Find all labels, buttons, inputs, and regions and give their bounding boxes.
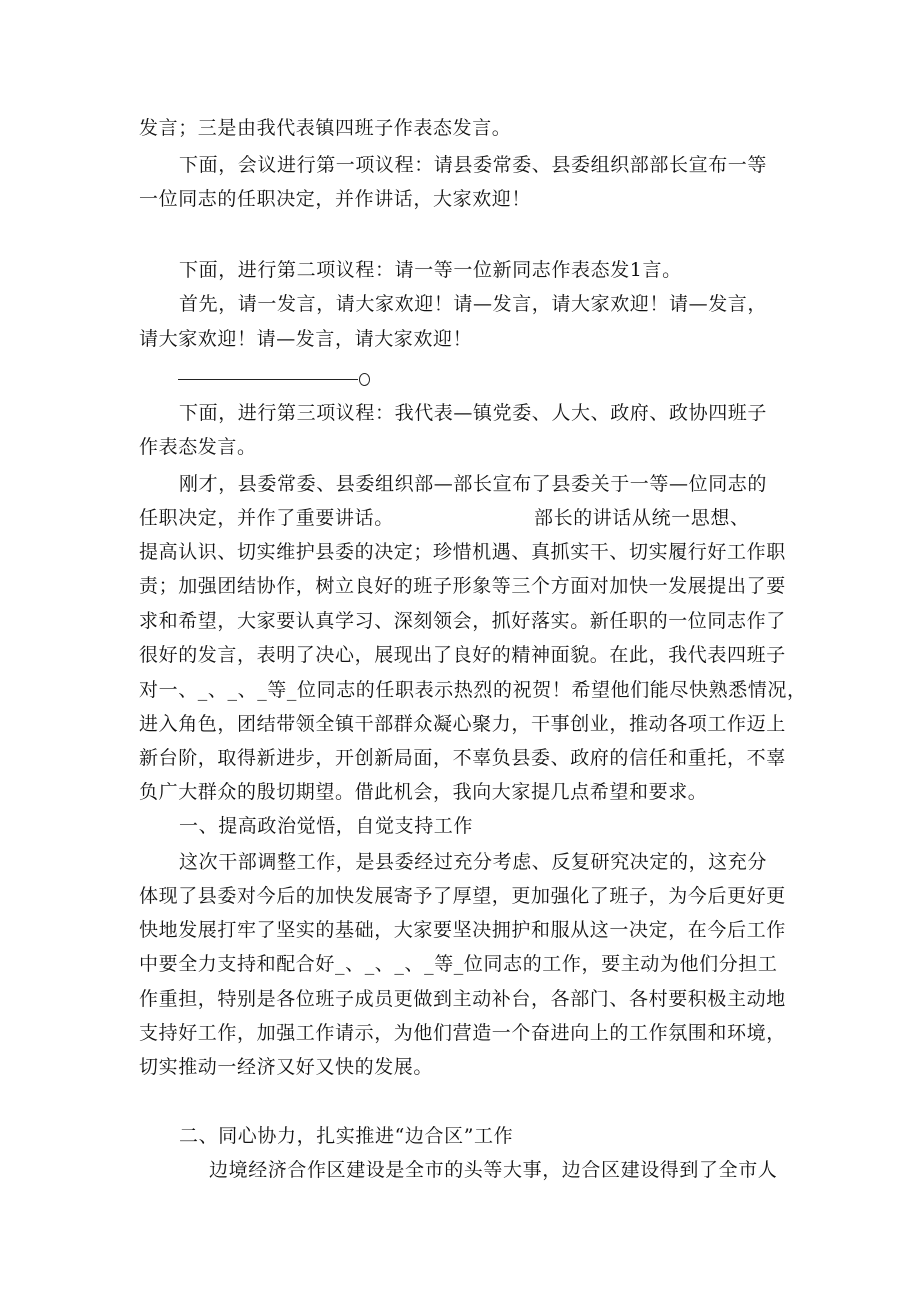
text-line: 作表态发言。 xyxy=(139,436,257,458)
text-line: 对一、_、_、_等_位同志的任职表示热烈的祝贺！希望他们能尽快熟悉情况， xyxy=(139,679,807,701)
text-line: 下面，进行第三项议程：我代表—镇党委、人大、政府、政协四班子 xyxy=(179,402,768,424)
text-line: 任职决定，并作了重要讲话。 xyxy=(139,507,394,529)
text-line: 中要全力支持和配合好_、_、_、_等_位同志的工作，要主动为他们分担工 xyxy=(139,953,778,975)
text-line: 切实推动一经济又好又快的发展。 xyxy=(139,1056,434,1078)
blank-line-separator xyxy=(178,373,370,386)
text-line: 部长的讲话从统一思想、 xyxy=(534,507,750,529)
section-heading: 一、提高政治觉悟，自觉支持工作 xyxy=(179,815,474,837)
text-line: 一位同志的任职决定，并作讲话，大家欢迎！ xyxy=(139,188,532,210)
text-line: 首先，请一发言，请大家欢迎！请—发言，请大家欢迎！请—发言， xyxy=(179,293,768,315)
text-line: 负广大群众的殷切期望。借此机会，我向大家提几点希望和要求。 xyxy=(139,781,708,803)
text-line: 快地发展打牢了坚实的基础，大家要坚决拥护和服从这一决定，在今后工作 xyxy=(139,919,786,941)
blank-underline xyxy=(178,379,358,380)
text-line: 下面，进行第二项议程：请一等一位新同志作表态发1言。 xyxy=(179,259,682,281)
text-line: 下面，会议进行第一项议程：请县委常委、县委组织部部长宣布一等 xyxy=(179,154,768,176)
section-heading: 二、同心协力，扎实推进“边合区”工作 xyxy=(179,1125,514,1147)
text-line: 新台阶，取得新进步，开创新局面，不辜负县委、政府的信任和重托，不辜 xyxy=(139,747,786,769)
text-line: 进入角色，团结带领全镇干部群众凝心聚力，干事创业，推动各项工作迈上 xyxy=(139,713,786,735)
text-line: 责；加强团结协作，树立良好的班子形象等三个方面对加快一发展提出了要 xyxy=(139,575,786,597)
text-line: 支持好工作，加强工作请示，为他们营造一个奋进向上的工作氛围和环境， xyxy=(139,1022,786,1044)
text-line: 体现了县委对今后的加快发展寄予了厚望，更加强化了班子，为今后更好更 xyxy=(139,885,786,907)
text-line: 请大家欢迎！请—发言，请大家欢迎！ xyxy=(139,328,473,350)
text-line: 提高认识、切实维护县委的决定；珍惜机遇、真抓实干、切实履行好工作职 xyxy=(139,541,786,563)
text-line: 很好的发言，表明了决心，展现出了良好的精神面貌。在此，我代表四班子 xyxy=(139,644,786,666)
circle-mark xyxy=(359,373,370,386)
text-line: 求和希望，大家要认真学习、深刻领会，抓好落实。新任职的一位同志作了 xyxy=(139,610,786,632)
text-line: 边境经济合作区建设是全市的头等大事，边合区建设得到了全市人 xyxy=(209,1159,778,1181)
text-line: 作重担，特别是各位班子成员更做到主动补台，各部门、各村要积极主动地 xyxy=(139,988,786,1010)
text-line: 刚才，县委常委、县委组织部—部长宣布了县委关于一等—位同志的 xyxy=(179,473,768,495)
text-line: 这次干部调整工作，是县委经过充分考虑、反复研究决定的，这充分 xyxy=(179,851,768,873)
text-line: 发言；三是由我代表镇四班子作表态发言。 xyxy=(139,117,512,139)
